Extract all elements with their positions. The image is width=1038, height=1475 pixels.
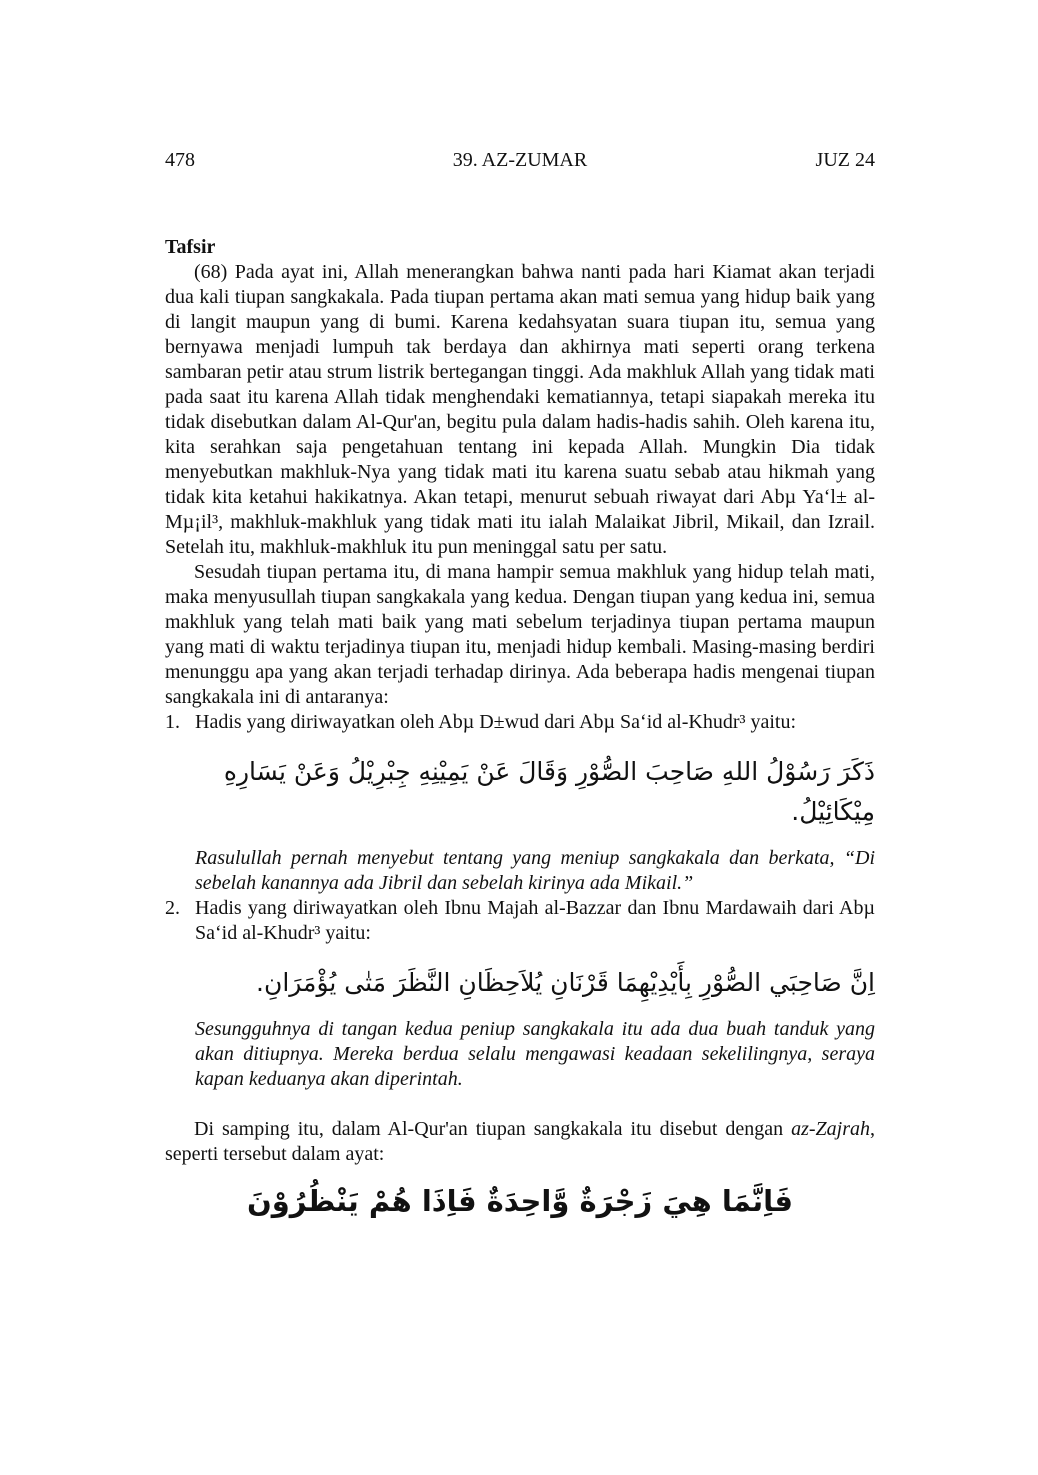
list-number: 2. (165, 897, 180, 919)
chapter-title: 39. AZ-ZUMAR (452, 149, 588, 171)
hadith-translation: Rasulullah pernah menyebut tentang yang meniup sangkakala dan berkata, “Di sebelah kanannya ada Jibril dan sebelah kirinya ada Mikail.” (195, 847, 875, 894)
hadith-translation: Sesungguhnya di tangan kedua peniup sangkakala itu ada dua buah tanduk yang akan ditiupnya. Mereka berdua selalu mengawasi keadaan sekelilingnya, seraya kapan keduanya akan diperintah. (195, 1018, 875, 1090)
hadith-arabic-text: اِنَّ صَاحِبَي الصُّوْرِ بِأَيْدِيْهِمَا قَرْنَانِ يُلاَحِظَانِ النَّظَرَ مَتٰى يُؤْمَرَانِ. (256, 968, 875, 997)
hadith-intro: Hadis yang diriwayatkan oleh Ibnu Majah al-Bazzar dan Ibnu Mardawaih dari Abµ Sa‘id al-Khudr³ yaitu: (195, 897, 875, 944)
hadith-arabic-text: ذَكَرَ رَسُوْلُ اللهِ صَاحِبَ الصُّوْرِ وَقَالَ عَنْ يَمِيْنِهِ جِبْرِيْلُ وَعَنْ يَسَارِهِ مِيْكَائِيْلُ. (223, 757, 875, 826)
tafsir-paragraph-2: Sesudah tiupan pertama itu, di mana hampir semua makhluk yang hidup telah mati, maka menyusullah tiupan sangkakala yang kedua. Dengan tiupan yang kedua ini, semua makhluk yang telah mati baik yang mati sebelum terjadinya tiupan pertama maupun yang mati di waktu terjadinya tiupan itu, menjadi hidup kembali. Masing-masing berdiri menunggu apa yang akan terjadi terhadap dirinya. Ada beberapa hadis mengenai tiupan sangkakala ini di antaranya: (165, 561, 875, 708)
italic-term: az-Zajrah (791, 1118, 870, 1140)
paragraph-text: Di samping itu, dalam Al-Qur'an tiupan sangkakala itu disebut dengan (194, 1118, 792, 1140)
running-header (165, 148, 875, 172)
hadith-item-1 (165, 710, 875, 896)
paragraph-text-after: , seperti tersebut dalam ayat: (165, 1118, 875, 1165)
tafsir-paragraph-1: (68) Pada ayat ini, Allah menerangkan bahwa nanti pada hari Kiamat akan terjadi dua kali tiupan sangkakala. Pada tiupan pertama akan mati semua yang hidup baik yang di langit maupun yang di bumi. Karena kedahsyatan suara tiupan itu, semua yang bernyawa menjadi lumpuh tak berdaya dan akhirnya mati seperti orang terkena sambaran petir atau strum listrik bertegangan tinggi. Ada makhluk Allah yang tidak mati pada saat itu karena Allah tidak menghendaki kematiannya, tetapi siapakah mereka itu tidak disebutkan dalam Al-Qur'an, begitu pula dalam hadis-hadis sahih. Oleh karena itu, kita serahkan saja pengetahuan tentang ini kepada Allah. Mungkin Dia tidak menyebutkan makhluk-Nya yang tidak mati itu karena suatu sebab atau hikmah yang tidak kita ketahui hakikatnya. Akan tetapi, menurut sebuah riwayat dari Abµ Ya‘l± al-Mµ¡il³, makhluk-makhluk yang tidak mati itu ialah Malaikat Jibril, Mikail, dan Izrail. Setelah itu, makhluk-makhluk itu pun meninggal satu per satu. (165, 261, 875, 558)
juz-label: JUZ 24 (815, 149, 875, 171)
section-heading: Tafsir (165, 236, 216, 258)
quran-verse-arabic: فَاِنَّمَا هِيَ زَجْرَةٌ وَّاحِدَةٌ فَاِذَا هُمْ يَنْظُرُوْنَ (247, 1184, 793, 1218)
tafsir-paragraph-3 (165, 1117, 875, 1167)
hadith-intro: Hadis yang diriwayatkan oleh Abµ D±wud dari Abµ Sa‘id al-Khudr³ yaitu: (195, 711, 797, 733)
paragraph-spacer (165, 1092, 875, 1117)
page-number: 478 (165, 149, 195, 171)
list-number: 1. (165, 711, 180, 733)
page-body (165, 235, 875, 1221)
hadith-item-2 (165, 896, 875, 1092)
